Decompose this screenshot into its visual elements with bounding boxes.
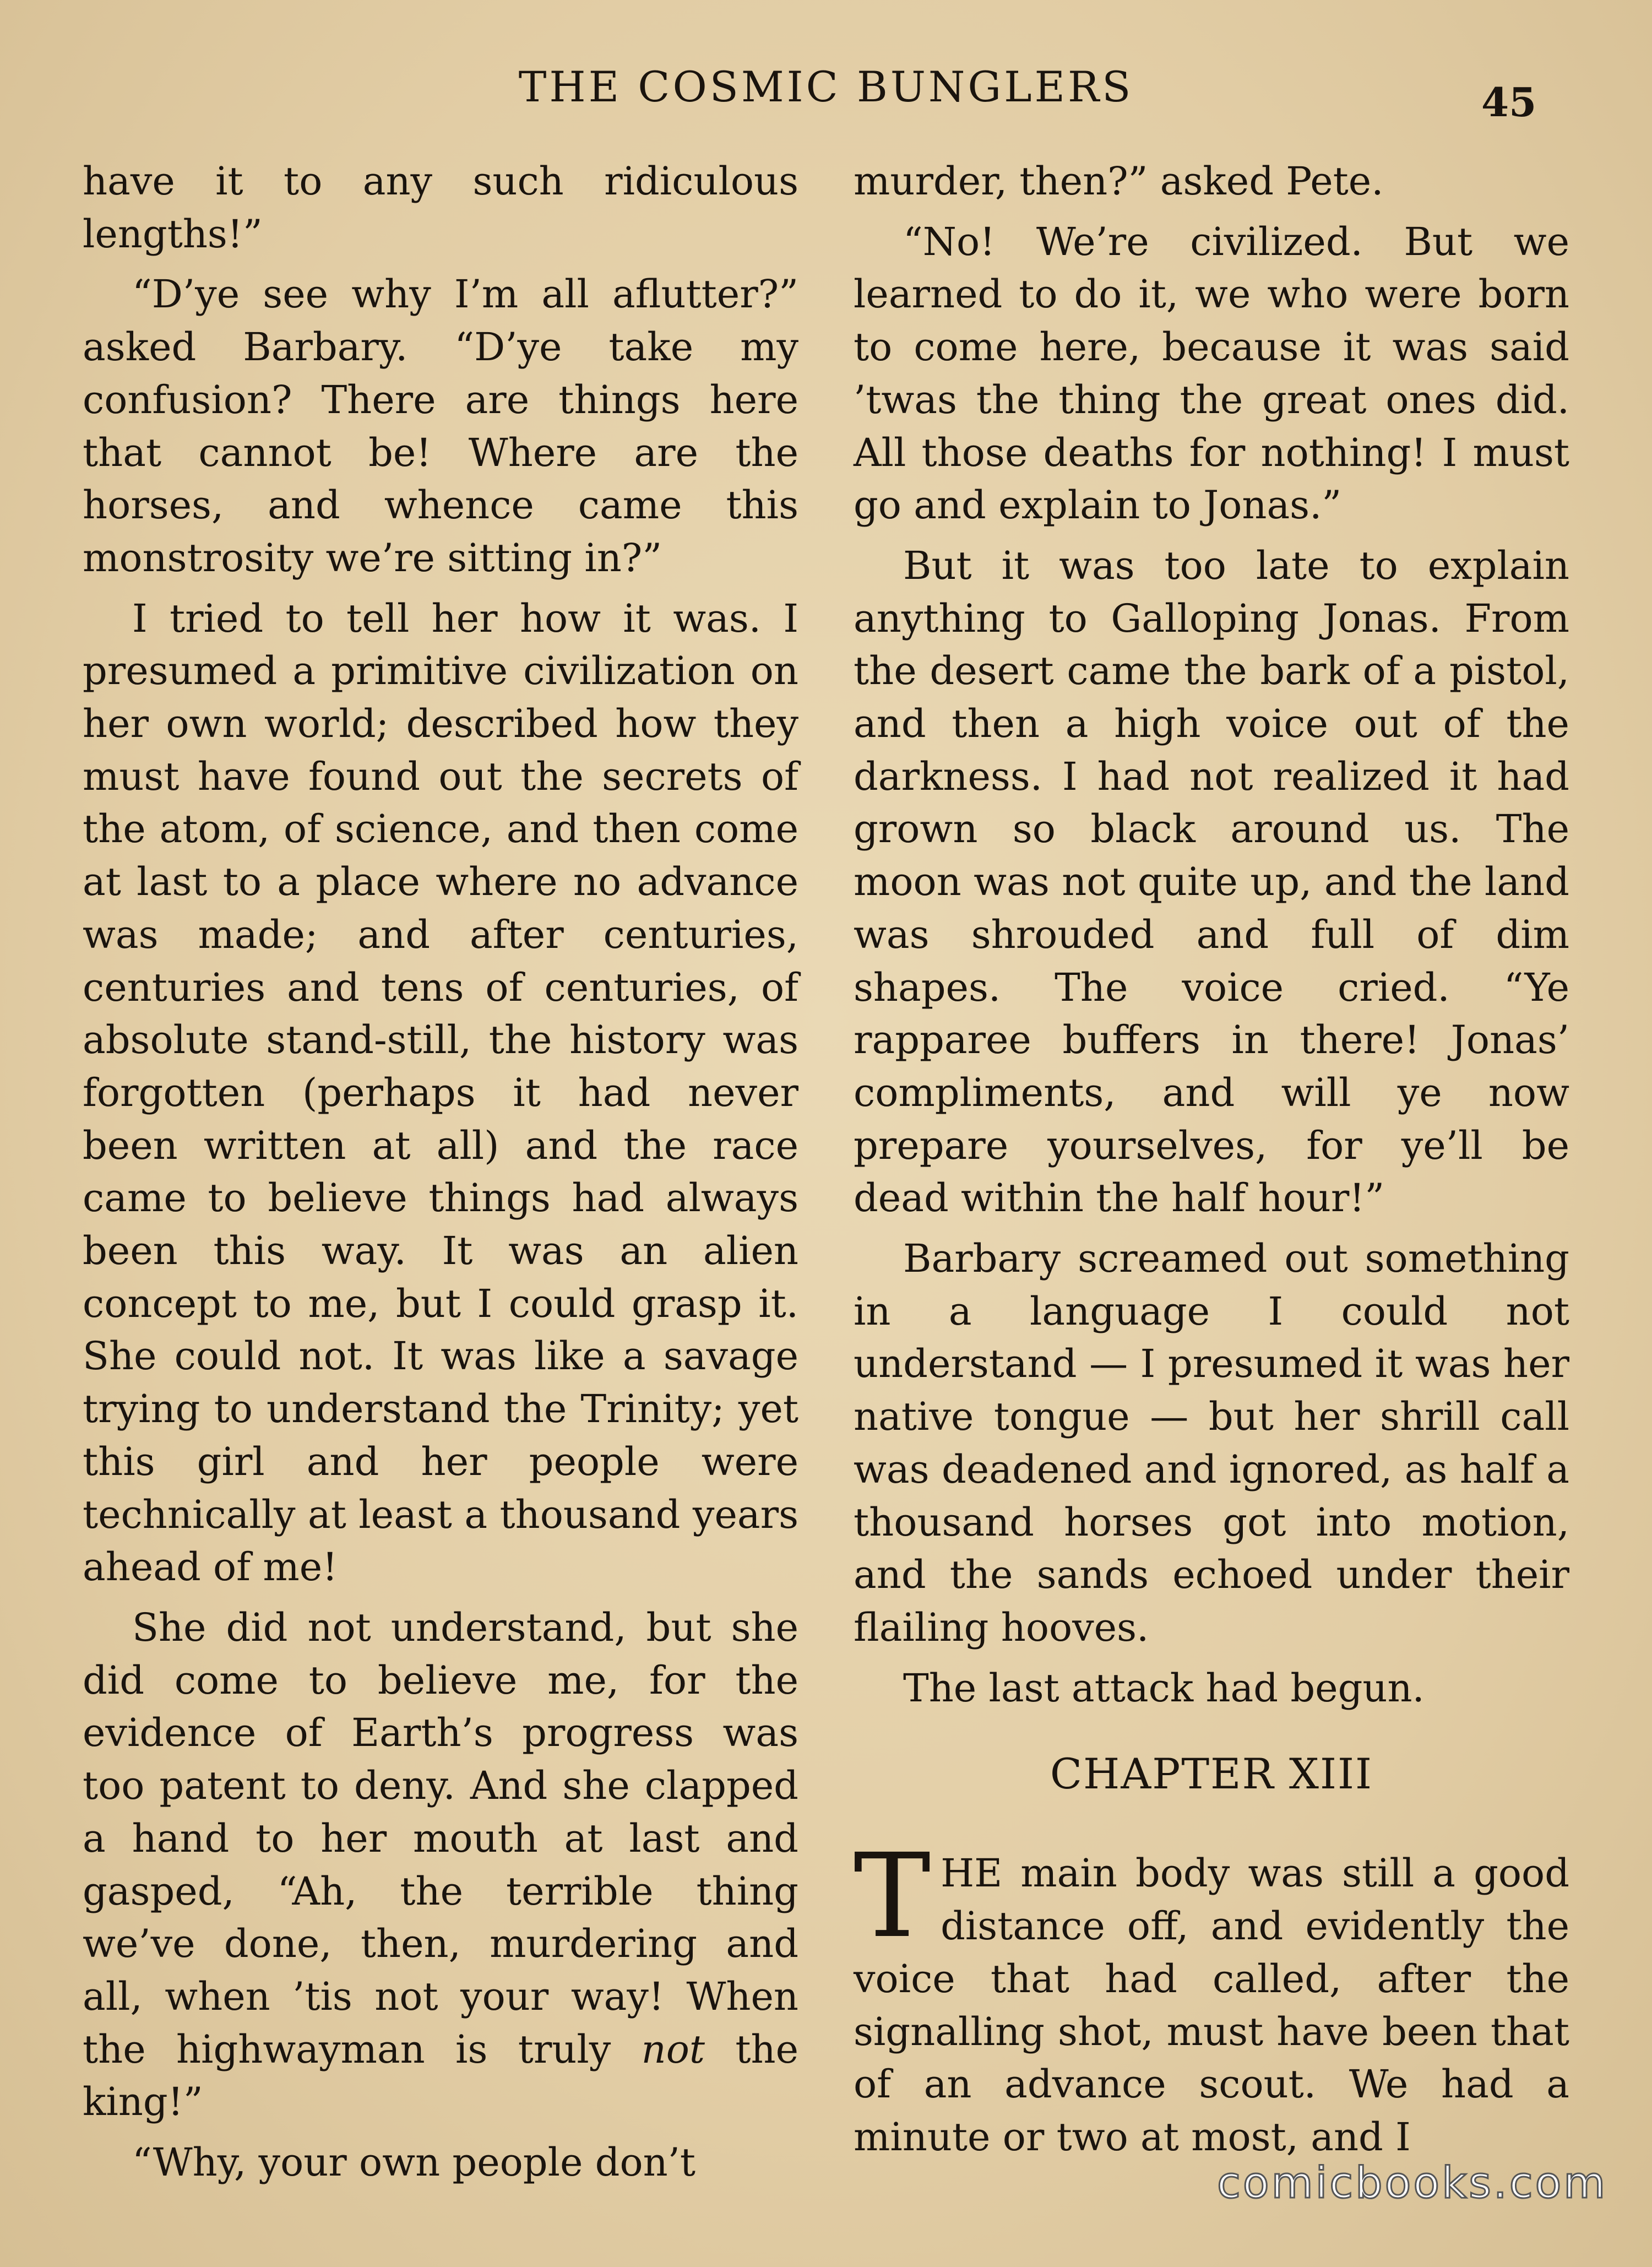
watermark: comicbooks.com — [1217, 2158, 1608, 2208]
drop-cap: T — [854, 1829, 931, 1964]
left-column — [83, 155, 798, 2197]
paragraph — [854, 1829, 1569, 2163]
paragraph: “Why, your own people don’t — [132, 2140, 696, 2185]
paragraph: have it to any such ridiculous lengths!” — [83, 159, 798, 257]
page-number: 45 — [1481, 79, 1537, 126]
chapter-heading: CHAPTER XIII — [1050, 1749, 1373, 1799]
paragraph — [83, 1602, 798, 2129]
emphasis-text: not — [641, 2026, 705, 2072]
running-title: THE COSMIC BUNGLERS — [518, 62, 1134, 111]
right-column — [854, 155, 1569, 2172]
paragraph: Barbary screamed out something in a language I could not understand — I presumed it was her native tongue — but her shrill call was deadened and ignored, as half a thousand horses got into motion, and the sands echoed under their flailing hooves. — [854, 1236, 1569, 1650]
paragraph: “D’ye see why I’m all aflutter?” asked Barbary. “D’ye take my confusion? There are things here that cannot be! Where are the horses, and whence came this monstrosity we’re sitting in?” — [83, 272, 798, 581]
paragraph: I tried to tell her how it was. I presumed a primitive civilization on her own world; described how they must have found out the secrets of the atom, of science, and then come at last to a place where no advance was made; and after centuries, centuries and tens of centuries, of absolute stand-still, the history was forgotten (perhaps it had never been written at all) and the race came to believe things had always been this way. It was an alien concept to me, but I could grasp it. She could not. It was like a savage trying to understand the Trinity; yet this girl and her people were technically at least a thousand years ahead of me! — [83, 595, 798, 1590]
paragraph: “No! We’re civilized. But we learned to do it, we who were born to come here, because it was said ’twas the thing the great ones did. All those deaths for nothing! I must go and explain to Jonas.” — [854, 219, 1569, 528]
paragraph-text: HE main body was still a good distance off, and evidently the voice that had called, after the signalling shot, must have been that of an advance scout. We had a minute or two at most, and I — [854, 1851, 1569, 2160]
paragraph-text: the king!” — [83, 2026, 798, 2125]
paragraph: murder, then?” asked Pete. — [854, 159, 1384, 204]
paragraph: The last attack had begun. — [903, 1665, 1425, 1711]
paragraph: But it was too late to explain anything to Galloping Jonas. From the desert came the bark of a pistol, and then a high voice out of the darkness. I had not realized it had grown so black around us. The moon was not quite up, and the land was shrouded and full of dim shapes. The voice cried. “Ye rapparee buffers in there! Jonas’ compliments, and will ye now prepare yourselves, for ye’ll be dead within the half hour!” — [854, 543, 1569, 1221]
paragraph-text: She did not understand, but she did come to believe me, for the evidence of Earth’s progress was too patent to deny. And she clapped a hand to her mouth at last and gasped, “Ah, the terrible thing we’ve done, then, murdering and all, when ’tis not your way! When the highwayman is truly — [83, 1604, 798, 2072]
